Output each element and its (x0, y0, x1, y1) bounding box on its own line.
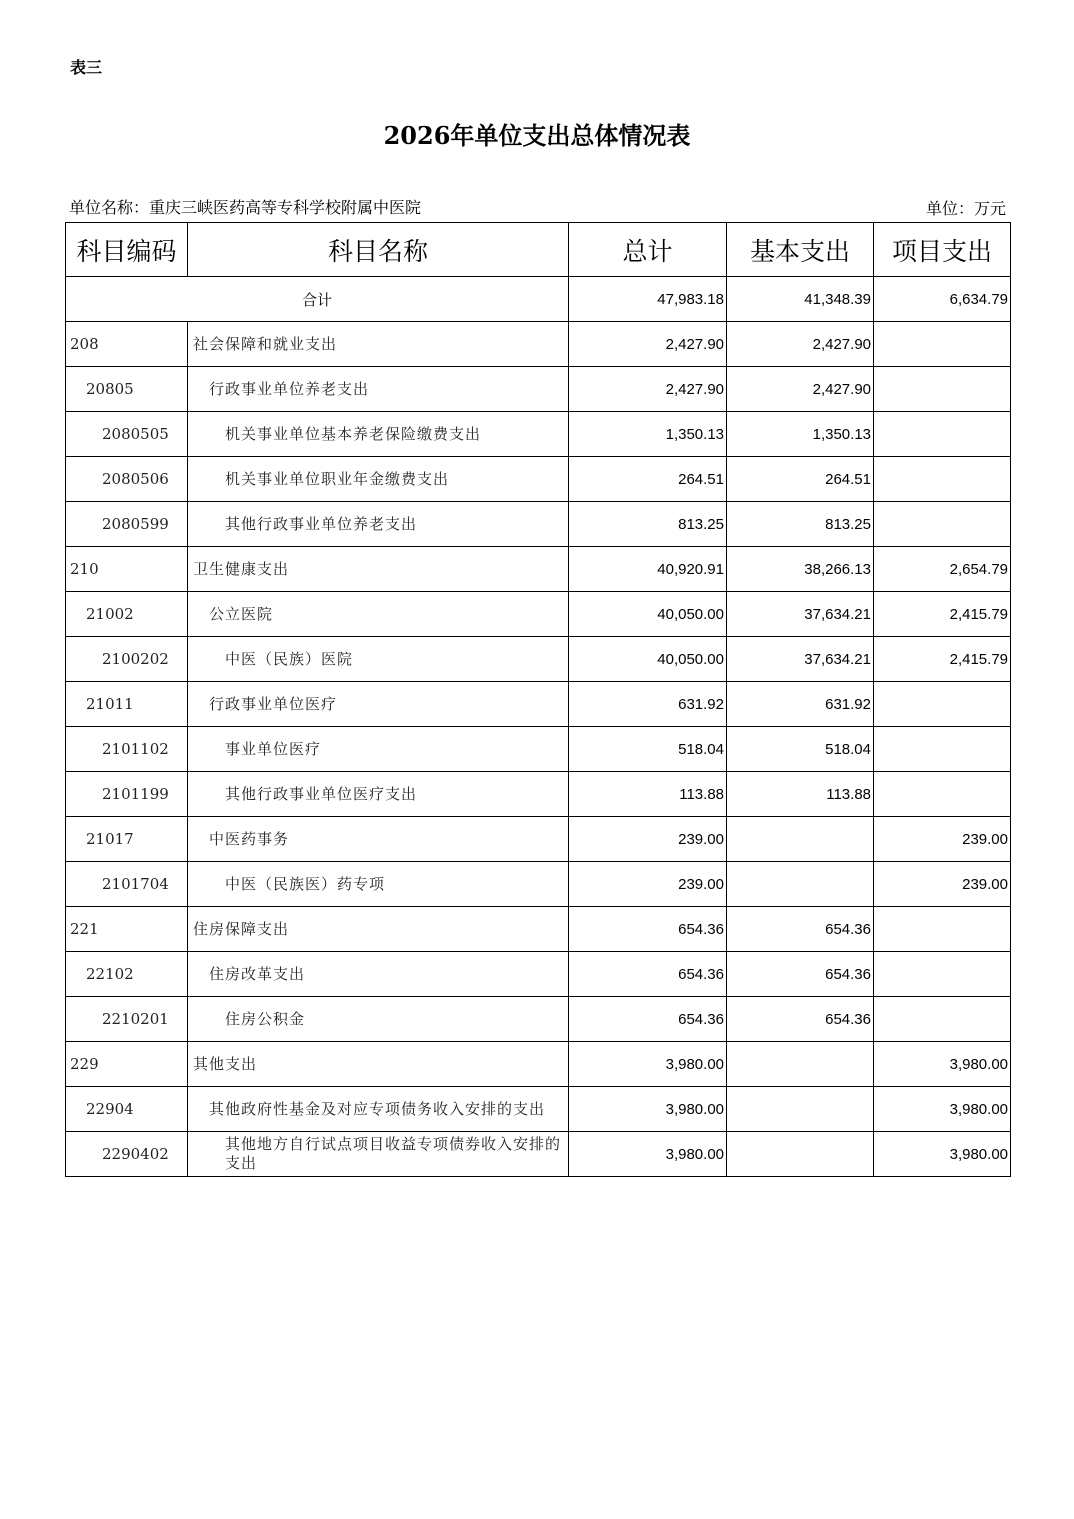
unit-name: 单位名称：重庆三峡医药高等专科学校附属中医院 (69, 198, 422, 217)
row-name (188, 412, 569, 457)
row-project: 3,980.00 (874, 1132, 1011, 1177)
row-basic (727, 1132, 874, 1177)
row-code: 22904 (66, 1087, 188, 1132)
table-row (66, 772, 1011, 817)
row-total: 654.36 (569, 952, 727, 997)
row-name-text: 机关事业单位基本养老保险缴费支出 (225, 424, 482, 443)
row-name-text: 其他政府性基金及对应专项债务收入安排的支出 (209, 1099, 546, 1118)
row-name (188, 907, 569, 952)
row-name-text: 公立医院 (209, 604, 274, 623)
page-title: 2026年单位支出总体情况表 (383, 121, 691, 150)
row-code: 21017 (66, 817, 188, 862)
table-row (66, 1087, 1011, 1132)
row-project (874, 322, 1011, 367)
row-basic: 1,350.13 (727, 412, 874, 457)
table-row (66, 367, 1011, 412)
row-project (874, 502, 1011, 547)
row-code: 221 (66, 907, 188, 952)
row-code: 2080506 (66, 457, 188, 502)
totals-label: 合计 (66, 277, 569, 322)
row-name (188, 1132, 569, 1177)
row-total: 40,050.00 (569, 592, 727, 637)
row-name-text: 机关事业单位职业年金缴费支出 (225, 469, 450, 488)
totals-project: 6,634.79 (874, 277, 1011, 322)
table-row (66, 592, 1011, 637)
row-name-text: 住房公积金 (225, 1009, 306, 1028)
row-total: 518.04 (569, 727, 727, 772)
row-code: 2101704 (66, 862, 188, 907)
row-basic: 113.88 (727, 772, 874, 817)
row-name-text: 社会保障和就业支出 (193, 334, 338, 353)
row-code: 2080505 (66, 412, 188, 457)
row-total: 654.36 (569, 997, 727, 1042)
row-basic (727, 1087, 874, 1132)
unit-measure: 单位：万元 (925, 199, 1006, 218)
row-basic (727, 1042, 874, 1087)
row-project: 3,980.00 (874, 1042, 1011, 1087)
row-basic: 264.51 (727, 457, 874, 502)
row-total: 813.25 (569, 502, 727, 547)
row-project (874, 907, 1011, 952)
row-project (874, 682, 1011, 727)
row-project: 2,415.79 (874, 637, 1011, 682)
row-basic: 813.25 (727, 502, 874, 547)
row-name (188, 952, 569, 997)
table-row (66, 907, 1011, 952)
table-row (66, 322, 1011, 367)
totals-total: 47,983.18 (569, 277, 727, 322)
row-total: 40,050.00 (569, 637, 727, 682)
row-total: 654.36 (569, 907, 727, 952)
row-code: 2100202 (66, 637, 188, 682)
row-name-text: 行政事业单位养老支出 (209, 379, 370, 398)
row-name (188, 547, 569, 592)
row-total: 1,350.13 (569, 412, 727, 457)
row-total: 631.92 (569, 682, 727, 727)
row-project: 239.00 (874, 862, 1011, 907)
row-name-text: 其他地方自行试点项目收益专项债券收入安排的支出 (225, 1135, 562, 1172)
row-total: 3,980.00 (569, 1132, 727, 1177)
row-name-text: 住房改革支出 (209, 964, 306, 983)
row-name-text: 事业单位医疗 (225, 739, 322, 758)
header-basic: 基本支出 (727, 223, 874, 277)
row-name-text: 其他行政事业单位养老支出 (225, 514, 418, 533)
table-row (66, 457, 1011, 502)
row-name (188, 727, 569, 772)
row-basic: 38,266.13 (727, 547, 874, 592)
row-name-text: 卫生健康支出 (193, 559, 290, 578)
table-row (66, 727, 1011, 772)
row-basic (727, 862, 874, 907)
row-name-text: 中医（民族医）药专项 (225, 874, 386, 893)
table-row (66, 862, 1011, 907)
row-code: 22102 (66, 952, 188, 997)
row-basic: 654.36 (727, 997, 874, 1042)
row-basic: 518.04 (727, 727, 874, 772)
row-name (188, 502, 569, 547)
header-code: 科目编码 (66, 223, 188, 277)
row-total: 239.00 (569, 862, 727, 907)
row-name (188, 1087, 569, 1132)
row-project (874, 952, 1011, 997)
table-row (66, 817, 1011, 862)
row-code: 208 (66, 322, 188, 367)
expenditure-table (65, 222, 1011, 1177)
row-project (874, 997, 1011, 1042)
table-row (66, 682, 1011, 727)
row-project (874, 367, 1011, 412)
row-total: 2,427.90 (569, 367, 727, 412)
row-name (188, 457, 569, 502)
row-name-text: 其他支出 (193, 1054, 258, 1073)
row-project: 2,415.79 (874, 592, 1011, 637)
table-row (66, 502, 1011, 547)
row-total: 264.51 (569, 457, 727, 502)
row-name-text: 中医药事务 (209, 829, 290, 848)
row-total: 2,427.90 (569, 322, 727, 367)
row-name (188, 637, 569, 682)
row-code: 2080599 (66, 502, 188, 547)
table-row (66, 1042, 1011, 1087)
row-code: 229 (66, 1042, 188, 1087)
row-basic: 2,427.90 (727, 322, 874, 367)
row-total: 239.00 (569, 817, 727, 862)
sheet-label: 表三 (70, 58, 103, 77)
table-row (66, 637, 1011, 682)
row-project (874, 457, 1011, 502)
table-body (66, 277, 1011, 1177)
row-name (188, 592, 569, 637)
row-name (188, 772, 569, 817)
row-code: 2210201 (66, 997, 188, 1042)
row-basic: 654.36 (727, 907, 874, 952)
row-project: 2,654.79 (874, 547, 1011, 592)
row-basic: 37,634.21 (727, 592, 874, 637)
row-total: 3,980.00 (569, 1042, 727, 1087)
row-project (874, 727, 1011, 772)
row-total: 40,920.91 (569, 547, 727, 592)
table-row (66, 997, 1011, 1042)
table-row (66, 952, 1011, 997)
table-row (66, 412, 1011, 457)
totals-basic: 41,348.39 (727, 277, 874, 322)
row-basic: 631.92 (727, 682, 874, 727)
row-basic: 2,427.90 (727, 367, 874, 412)
row-code: 2101102 (66, 727, 188, 772)
row-name (188, 322, 569, 367)
row-project: 3,980.00 (874, 1087, 1011, 1132)
header-name: 科目名称 (188, 223, 569, 277)
row-name-text: 中医（民族）医院 (225, 649, 354, 668)
row-project (874, 772, 1011, 817)
row-basic: 654.36 (727, 952, 874, 997)
row-project (874, 412, 1011, 457)
row-code: 20805 (66, 367, 188, 412)
table-row (66, 1132, 1011, 1177)
totals-row (66, 277, 1011, 322)
row-name (188, 367, 569, 412)
row-name (188, 1042, 569, 1087)
row-code: 21002 (66, 592, 188, 637)
row-basic: 37,634.21 (727, 637, 874, 682)
row-code: 2101199 (66, 772, 188, 817)
header-total: 总计 (569, 223, 727, 277)
row-name (188, 862, 569, 907)
header-project: 项目支出 (874, 223, 1011, 277)
table-row (66, 547, 1011, 592)
row-name (188, 997, 569, 1042)
row-code: 21011 (66, 682, 188, 727)
row-project: 239.00 (874, 817, 1011, 862)
header-row (66, 223, 1011, 277)
row-name (188, 682, 569, 727)
row-name-text: 住房保障支出 (193, 919, 290, 938)
row-total: 3,980.00 (569, 1087, 727, 1132)
row-name (188, 817, 569, 862)
row-total: 113.88 (569, 772, 727, 817)
row-code: 210 (66, 547, 188, 592)
row-name-text: 行政事业单位医疗 (209, 694, 338, 713)
row-basic (727, 817, 874, 862)
row-name-text: 其他行政事业单位医疗支出 (225, 784, 418, 803)
row-code: 2290402 (66, 1132, 188, 1177)
